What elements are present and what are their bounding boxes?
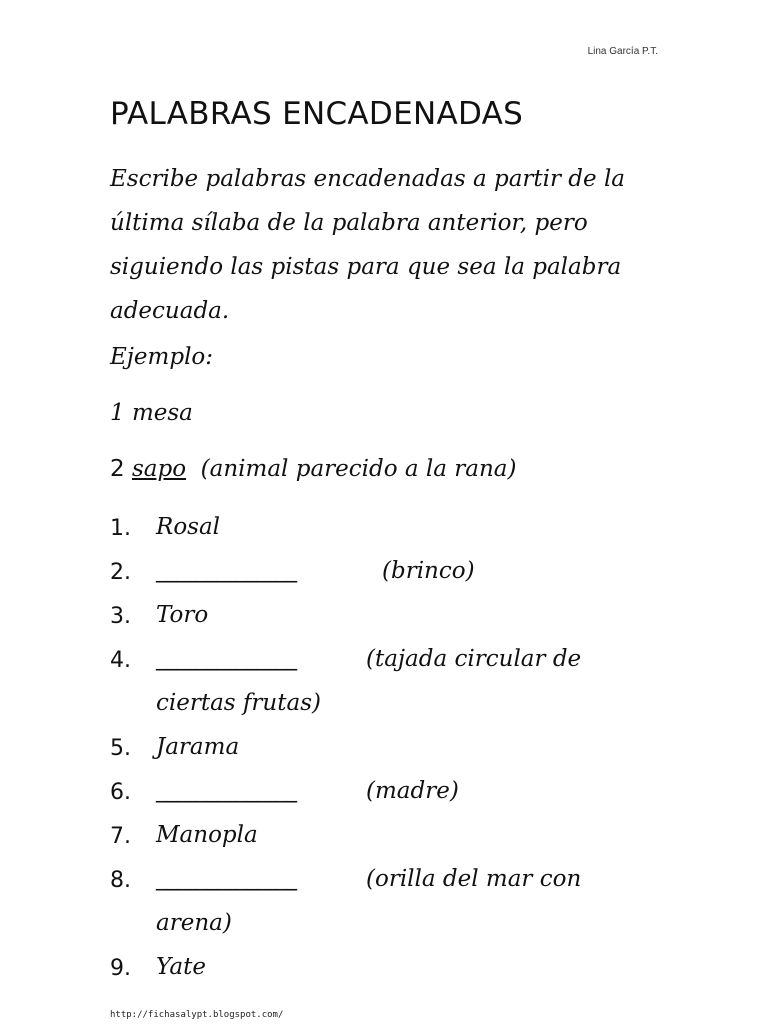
item-number: 1. bbox=[110, 516, 131, 541]
example-line-2 bbox=[110, 456, 516, 482]
example-line-1: 1 mesa bbox=[110, 400, 193, 426]
item-clue: (brinco) bbox=[382, 558, 475, 584]
item-word: Jarama bbox=[156, 734, 240, 760]
answer-blank[interactable]: ______________ bbox=[156, 866, 296, 891]
item-number: 8. bbox=[110, 868, 131, 893]
item-number: 6. bbox=[110, 780, 131, 805]
list-item bbox=[110, 774, 670, 818]
example-line-2-number: 2 bbox=[110, 456, 125, 482]
item-number: 7. bbox=[110, 824, 131, 849]
footer-url[interactable]: http://fichasalypt.blogspot.com/ bbox=[110, 1010, 284, 1020]
page-title: PALABRAS ENCADENADAS bbox=[110, 96, 524, 132]
item-number: 9. bbox=[110, 956, 131, 981]
item-number: 2. bbox=[110, 560, 131, 585]
list-item bbox=[110, 950, 670, 994]
example-answer: sapo bbox=[131, 456, 187, 482]
example-label: Ejemplo: bbox=[110, 344, 214, 370]
list-item bbox=[110, 818, 670, 862]
list-item bbox=[110, 862, 670, 906]
list-item bbox=[110, 642, 670, 686]
item-clue-continuation: arena) bbox=[156, 910, 232, 936]
list-item-continuation bbox=[110, 686, 670, 730]
item-number: 3. bbox=[110, 604, 131, 629]
list-item bbox=[110, 730, 670, 774]
instructions-text: Escribe palabras encadenadas a partir de la última sílaba de la palabra anterior, pero siguiendo las pistas para que sea la palabra adecuada. bbox=[110, 166, 626, 324]
item-clue-continuation: ciertas frutas) bbox=[156, 690, 321, 716]
example-clue: (animal parecido a la rana) bbox=[200, 456, 517, 482]
exercise-list bbox=[110, 510, 670, 994]
list-item bbox=[110, 510, 670, 554]
list-item bbox=[110, 598, 670, 642]
answer-blank[interactable]: ______________ bbox=[156, 778, 296, 803]
list-item bbox=[110, 554, 670, 598]
item-clue: (orilla del mar con bbox=[366, 866, 582, 892]
item-word: Rosal bbox=[156, 514, 221, 540]
answer-blank[interactable]: ______________ bbox=[156, 646, 296, 671]
item-word: Toro bbox=[156, 602, 209, 628]
item-number: 4. bbox=[110, 648, 131, 673]
item-number: 5. bbox=[110, 736, 131, 761]
answer-blank[interactable]: ______________ bbox=[156, 558, 296, 583]
list-item-continuation bbox=[110, 906, 670, 950]
item-clue: (tajada circular de bbox=[366, 646, 582, 672]
item-word: Manopla bbox=[156, 822, 258, 848]
item-word: Yate bbox=[156, 954, 206, 980]
author-credit: Lina García P.T. bbox=[587, 46, 658, 57]
item-clue: (madre) bbox=[366, 778, 459, 804]
